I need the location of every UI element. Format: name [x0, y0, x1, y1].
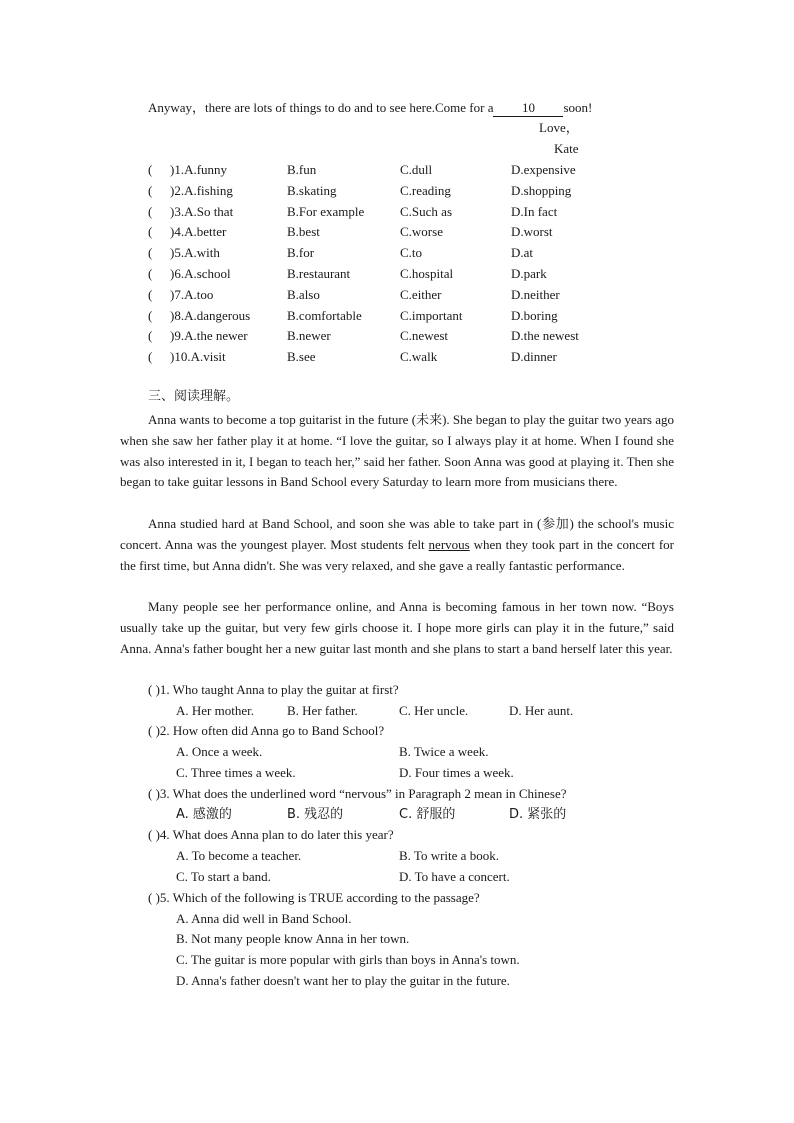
question-5: ( )5. Which of the following is TRUE according to the passage? [148, 890, 480, 905]
option-d: D.shopping [511, 182, 572, 198]
option-d: D.park [511, 266, 547, 281]
answer-paren: ( [148, 328, 153, 344]
q4-option-b: B. To write a book. [399, 848, 499, 863]
question-3: ( )3. What does the underlined word “nervous” in Paragraph 2 mean in Chinese? [148, 786, 567, 801]
answer-paren: ( [148, 349, 153, 365]
q1-option-a: A. Her mother. [176, 703, 254, 718]
option-c: C.newest [400, 328, 449, 344]
q3-option-d: D. 紧张的 [509, 807, 567, 822]
question-1: ( )1. Who taught Anna to play the guitar at first? [148, 682, 399, 697]
sentence-after-blank: soon! [563, 100, 593, 115]
option-number-a: )7.A.too [170, 286, 214, 302]
letter-signature: Kate [554, 141, 579, 156]
option-d: D.worst [511, 224, 553, 240]
option-b: B.comfortable [287, 307, 362, 323]
option-d: D.neither [511, 286, 560, 302]
q1-option-c: C. Her uncle. [399, 703, 469, 718]
option-b: B.For example [287, 203, 365, 219]
q2-option-c: C. Three times a week. [176, 765, 296, 780]
option-b: B.also [287, 286, 320, 302]
q3-option-a: A. 感激的 [176, 807, 232, 822]
option-b: B.newer [287, 328, 331, 344]
answer-paren: ( [148, 286, 153, 302]
option-b: B.see [287, 349, 316, 365]
q5-option-b: B. Not many people know Anna in her town. [176, 931, 410, 946]
option-number-a: )6.A.school [170, 266, 231, 281]
q5-option-d: D. Anna's father doesn't want her to play the guitar in the future. [176, 973, 510, 988]
q3-option-b: B. 残忍的 [287, 807, 344, 822]
q4-option-d: D. To have a concert. [399, 869, 510, 884]
answer-paren: ( [148, 245, 153, 261]
q5-option-c: C. The guitar is more popular with girls than boys in Anna's town. [176, 952, 520, 967]
section-title: 三、阅读理解。 [148, 389, 240, 404]
q2-option-b: B. Twice a week. [399, 744, 489, 759]
option-number-a: )1.A.funny [170, 162, 228, 177]
option-d: D.the newest [511, 328, 579, 344]
q2-option-d: D. Four times a week. [399, 765, 514, 780]
option-number-a: )5.A.with [170, 245, 220, 261]
option-b: B.skating [287, 182, 337, 198]
option-c: C.dull [400, 162, 433, 177]
option-b: B.for [287, 245, 315, 261]
cloze-blank-10 [493, 100, 563, 117]
reading-paragraph-3: Many people see her performance online, and Anna is becoming famous in her town now. “Boys usually take up the guitar, but very few girls choose it. I hope more girls can play it in the future,” said Anna. Anna's father bought her a new guitar last month and she plans to start a band herself later this year. [120, 599, 674, 656]
question-2: ( )2. How often did Anna go to Band School? [148, 723, 385, 738]
blank-number: 10 [521, 100, 535, 115]
option-number-a: )8.A.dangerous [170, 307, 251, 323]
answer-paren: ( [148, 162, 153, 177]
q4-option-c: C. To start a band. [176, 869, 271, 884]
underlined-word-nervous: nervous [428, 536, 470, 552]
answer-paren: ( [148, 203, 153, 219]
option-c: C.to [400, 245, 423, 261]
answer-paren: ( [148, 224, 153, 240]
q3-option-c: C. 舒服的 [399, 807, 456, 822]
option-number-a: )2.A.fishing [170, 182, 233, 198]
option-number-a: )9.A.the newer [170, 328, 248, 344]
letter-closing: Love， [539, 120, 579, 135]
option-c: C.reading [400, 182, 451, 198]
option-b: B.fun [287, 162, 317, 177]
question-4: ( )4. What does Anna plan to do later this year? [148, 827, 394, 842]
answer-paren: ( [148, 307, 153, 323]
option-b: B.restaurant [287, 266, 351, 281]
cloze-last-sentence [148, 100, 592, 117]
answer-paren: ( [148, 266, 153, 281]
q4-option-a: A. To become a teacher. [176, 848, 302, 863]
q5-option-a: A. Anna did well in Band School. [176, 911, 352, 926]
q1-option-b: B. Her father. [287, 703, 358, 718]
option-c: C.hospital [400, 266, 454, 281]
option-d: D.at [511, 245, 534, 261]
answer-paren: ( [148, 182, 153, 198]
option-c: C.worse [400, 224, 443, 240]
option-c: C.important [400, 307, 463, 323]
option-number-a: )3.A.So that [170, 203, 234, 219]
q1-option-d: D. Her aunt. [509, 703, 574, 718]
option-d: D.boring [511, 307, 558, 323]
sentence-before-blank: Anyway，there are lots of things to do and to see here.Come for a [148, 100, 494, 115]
option-c: C.Such as [400, 203, 452, 219]
option-number-a: )10.A.visit [170, 349, 226, 365]
option-number-a: )4.A.better [170, 224, 227, 240]
q2-option-a: A. Once a week. [176, 744, 263, 759]
reading-paragraph-2: Anna studied hard at Band School, and soon she was able to take part in (参加) the school's music concert. Anna was the youngest player. Most students felt nervous when they took part in the concert for the first time, but Anna didn't. She was very relaxed, and she gave a really fantastic performance. [120, 516, 674, 573]
option-d: D.dinner [511, 349, 557, 365]
option-d: D.In fact [511, 203, 558, 219]
option-c: C.either [400, 286, 442, 302]
option-c: C.walk [400, 349, 438, 365]
option-d: D.expensive [511, 162, 576, 177]
option-b: B.best [287, 224, 320, 240]
reading-paragraph-1: Anna wants to become a top guitarist in the future (未来). She began to play the guitar two years ago when she saw her father play it at home. “I love the guitar, so I always play it at home. When I found she was also interested in it, I began to teach her,” said her father. Soon Anna was good at playing it. Then she began to take guitar lessons in Band School every Saturday to learn more from musicians there. [120, 412, 674, 490]
